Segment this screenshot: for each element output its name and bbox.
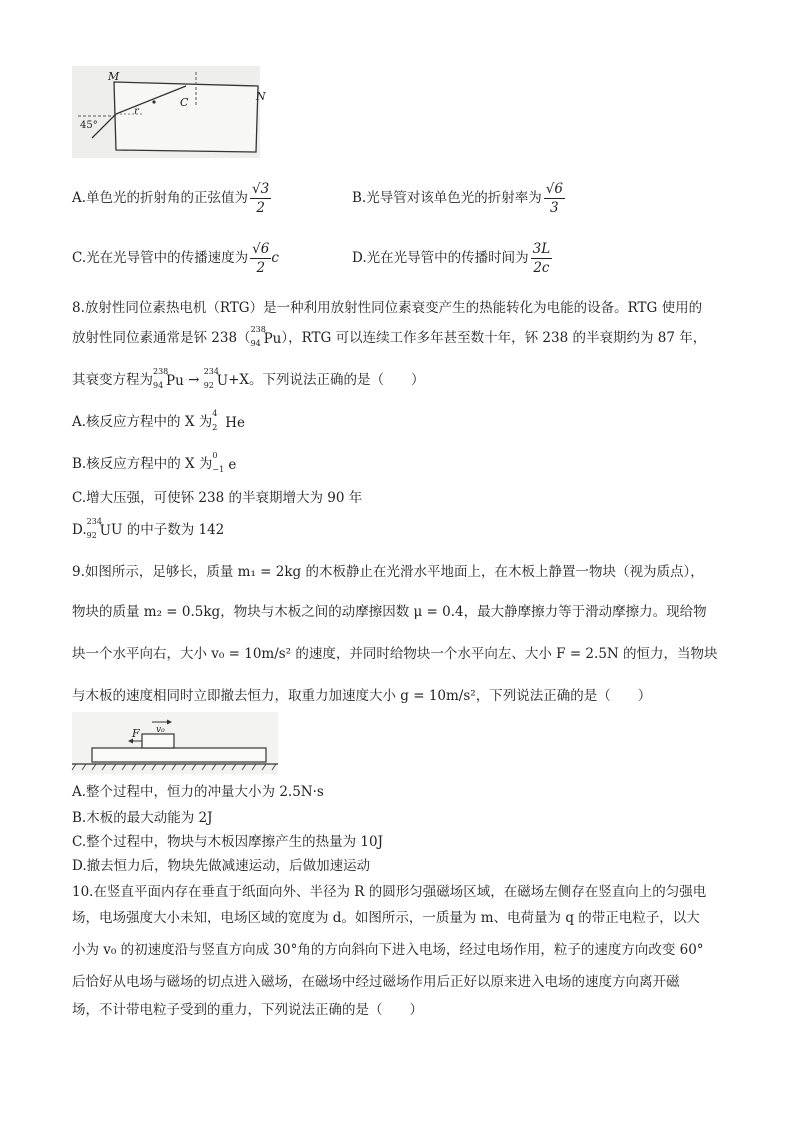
label-m: M: [108, 70, 120, 83]
label-v0: v₀: [156, 725, 165, 735]
q8-stem-line2: 放射性同位素通常是钚 238（ 238 94 Pu），RTG 可以连续工作多年甚至数十年，钚 238 的半衰期约为 87 年，: [72, 324, 707, 348]
label-f: F: [132, 727, 140, 740]
q10-stem-line2: 场，电场强度大小未知，电场区域的宽度为 d。如图所示，一质量为 m、电荷量为 q 的带正电粒子，以大: [72, 910, 700, 926]
q7-option-b: B.光导管对该单色光的折射率为 $\frac{√6}{3}$: [352, 181, 563, 216]
q10-stem-line3: 小为 v₀ 的初速度沿与竖直方向成 30°角的方向斜向下进入电场，经过电场作用，粒子的速度方向改变 60°: [72, 942, 704, 958]
q8-option-a: A.核反应方程中的 X 为 4 2 He: [72, 408, 245, 432]
q9-stem-line4: 与木板的速度相同时立即撤去恒力，取重力加速度大小 g = 10m/s²，下列说法正确的是（ ）: [72, 688, 652, 704]
q9-option-c: C.整个过程中，物块与木板因摩擦产生的热量为 10J: [72, 834, 384, 850]
q8-stem-line3: 其衰变方程为 238 94 Pu → 234 92 U+X。下列说法正确的是（ ）: [72, 366, 425, 390]
q8-option-c: C.增大压强，可使钚 238 的半衰期增大为 90 年: [72, 490, 363, 506]
q10-stem-line1: 10.在竖直平面内存在垂直于纸面向外、半径为 R 的圆形匀强磁场区域，在磁场左侧存在竖直向上的匀强电: [72, 884, 707, 900]
q7-option-c: C.光在光导管中的传播速度为 $\frac{√6}{2}$ c: [72, 241, 279, 276]
q9-option-b: B.木板的最大动能为 2J: [72, 810, 213, 826]
q8-option-d: D. 234 92 UU 的中子数为 142: [72, 516, 225, 540]
q9-option-d: D.撤去恒力后，物块先做减速运动，后做加速运动: [72, 858, 371, 874]
label-c: C: [180, 96, 189, 109]
q8-stem-line1: 8.放射性同位素热电机（RTG）是一种利用放射性同位素衰变产生的热能转化为电能的设备。RTG 使用的: [72, 300, 703, 316]
q7-option-a: A.单色光的折射角的正弦值为 $\frac{√3}{2}$: [72, 181, 270, 216]
q9-option-a: A.整个过程中，恒力的冲量大小为 2.5N·s: [72, 784, 324, 800]
q9-stem-line3: 块一个水平向右，大小 v₀ = 10m/s² 的速度，并同时给物块一个水平向左、大小 F = 2.5N 的恒力，当物块: [72, 646, 718, 662]
q10-stem-line5: 场，不计带电粒子受到的重力，下列说法正确的是（ ）: [72, 1002, 423, 1018]
q9-stem-line2: 物块的质量 m₂ = 0.5kg，物块与木板之间的动摩擦因数 μ = 0.4，最大静摩擦力等于滑动摩擦力。现给物: [72, 604, 707, 620]
q9-stem-line1: 9.如图所示，足够长，质量 m₁ = 2kg 的木板静止在光滑水平地面上，在木板上静置一物块（视为质点），: [72, 564, 704, 580]
q10-stem-line4: 后恰好从电场与磁场的切点进入磁场，在磁场中经过磁场作用后正好以原来进入电场的速度方向离开磁: [72, 974, 680, 990]
label-r: r: [134, 106, 139, 117]
q7-option-d: D.光在光导管中的传播时间为 $\frac{3L}{2c}$: [352, 241, 551, 276]
label-n: N: [256, 90, 266, 103]
q8-option-b: B.核反应方程中的 X 为 0 −1 e: [72, 450, 237, 474]
light-guide-figure: [72, 66, 266, 158]
label-angle: 45°: [80, 120, 98, 131]
block-board-figure: [72, 712, 278, 774]
